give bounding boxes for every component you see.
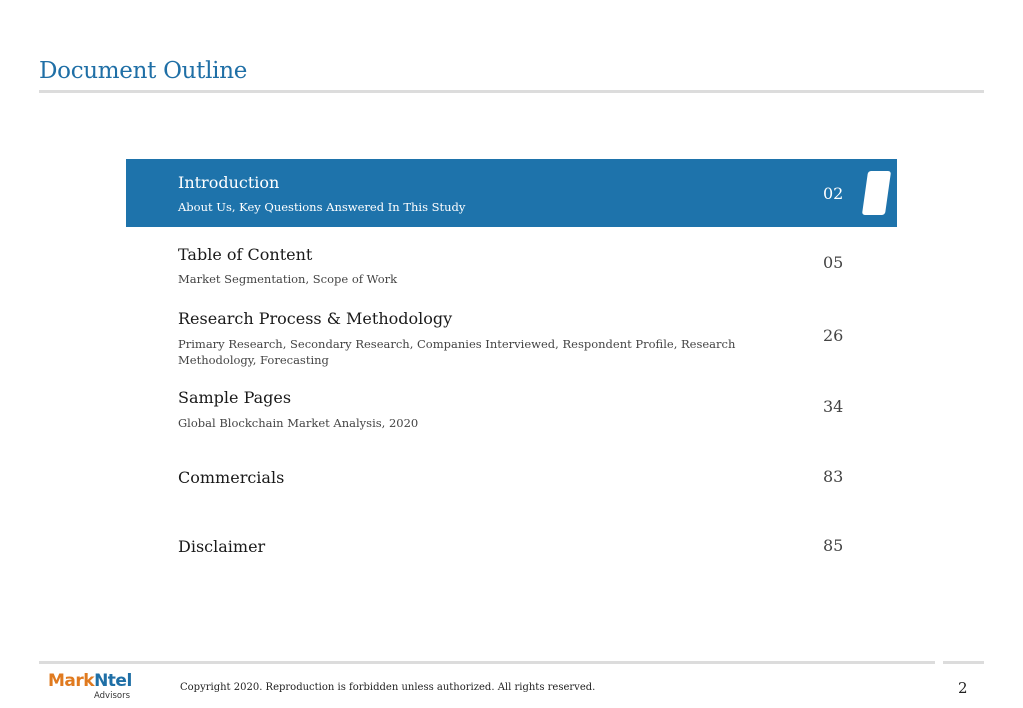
logo-subtext: Advisors — [94, 691, 131, 701]
entry-title: Table of Content — [178, 245, 313, 264]
entry-title: Commercials — [178, 468, 285, 487]
title-divider — [39, 90, 984, 93]
entry-page-number: 83 — [823, 467, 844, 486]
copyright-text: Copyright 2020. Reproduction is forbidden unless authorized. All rights reserved. — [180, 682, 596, 693]
outline-entry-introduction[interactable] — [126, 159, 897, 227]
page-number: 2 — [958, 679, 968, 697]
entry-title: Introduction — [178, 173, 280, 192]
entry-subtitle: About Us, Key Questions Answered In This Study — [178, 200, 466, 214]
footer-divider — [39, 661, 935, 664]
page-title: Document Outline — [39, 58, 248, 84]
outline-entry-disclaimer[interactable] — [126, 535, 897, 565]
entry-page-number: 02 — [823, 184, 844, 203]
entry-title: Disclaimer — [178, 537, 266, 556]
logo-text-mark: Mark — [48, 671, 95, 691]
active-tab-marker — [862, 171, 891, 215]
entry-page-number: 05 — [823, 253, 844, 272]
entry-page-number: 85 — [823, 536, 844, 555]
entry-page-number: 34 — [823, 397, 844, 416]
outline-entry-sample-pages[interactable] — [126, 388, 897, 438]
entry-subtitle: Global Blockchain Market Analysis, 2020 — [178, 416, 419, 430]
entry-title: Research Process & Methodology — [178, 309, 453, 328]
footer-divider-short — [943, 661, 984, 664]
entry-subtitle: Market Segmentation, Scope of Work — [178, 272, 398, 286]
outline-entry-research-process[interactable] — [126, 309, 897, 371]
outline-entry-table-of-content[interactable] — [126, 243, 897, 293]
entry-title: Sample Pages — [178, 388, 292, 407]
entry-page-number: 26 — [823, 326, 844, 345]
outline-entry-commercials[interactable] — [126, 466, 897, 496]
logo-text-ntel: Ntel — [94, 671, 132, 691]
entry-subtitle: Primary Research, Secondary Research, Companies Interviewed, Respondent Profile, Research Methodology, Forecasting — [178, 337, 736, 367]
company-logo — [48, 672, 138, 704]
